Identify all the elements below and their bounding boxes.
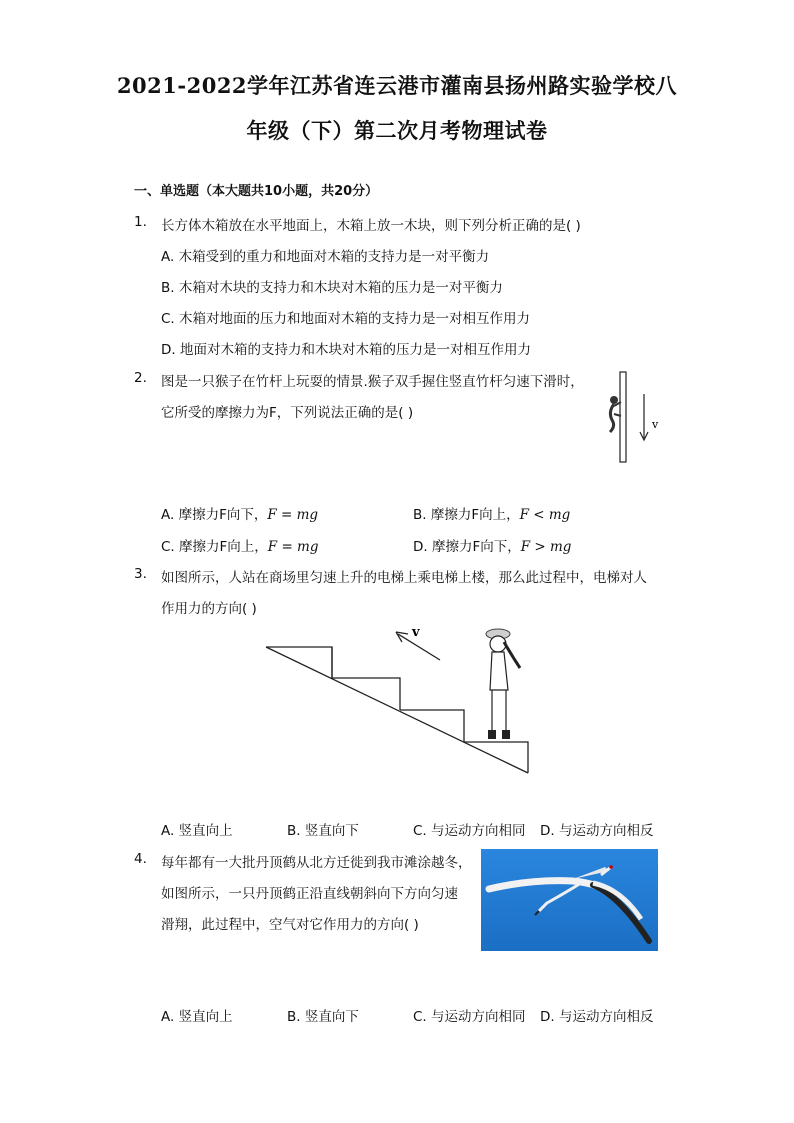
question-stem: 如图所示，一只丹顶鹤正沿直线朝斜向下方向匀速 xyxy=(161,886,458,902)
question-stem: 长方体木箱放在水平地面上，木箱上放一木块，则下列分析正确的是( ) xyxy=(161,218,581,234)
question-stem: 滑翔，此过程中，空气对它作用力的方向( ) xyxy=(161,917,419,933)
option-a: A. 竖直向上 xyxy=(161,1009,233,1025)
question-stem: 如图所示，人站在商场里匀速上升的电梯上乘电梯上楼，那么此过程中，电梯对人 xyxy=(161,570,647,586)
option-d: D. 地面对木箱的支持力和木块对木箱的压力是一对相互作用力 xyxy=(161,342,531,358)
question-number: 1. xyxy=(134,214,147,230)
option-c: C. 与运动方向相同 xyxy=(413,1009,526,1025)
monkey-icon xyxy=(610,396,621,432)
option-c: C. 木箱对地面的压力和地面对木箱的支持力是一对相互作用力 xyxy=(161,311,531,327)
option-a: A. 木箱受到的重力和地面对木箱的支持力是一对平衡力 xyxy=(161,249,490,265)
option-b: B. 竖直向下 xyxy=(287,823,359,839)
velocity-label: v xyxy=(412,625,420,640)
question-stem: 每年都有一大批丹顶鹤从北方迁徙到我市滩涂越冬， xyxy=(161,855,472,871)
option-b: B. 木箱对木块的支持力和木块对木箱的压力是一对平衡力 xyxy=(161,280,503,296)
option-a: A. 竖直向上 xyxy=(161,823,233,839)
velocity-label: v xyxy=(652,418,659,431)
question-stem: 它所受的摩擦力为F，下列说法正确的是( ) xyxy=(161,405,414,421)
option-d: D. 与运动方向相反 xyxy=(540,1009,654,1025)
option-b: B. 摩擦力F向上，F < mg xyxy=(413,507,571,523)
page-title-line1: 2021-2022学年江苏省连云港市灌南县扬州路实验学校八 xyxy=(116,73,678,98)
option-b: B. 竖直向下 xyxy=(287,1009,359,1025)
monkey-pole-figure xyxy=(600,370,670,465)
question-stem: 图是一只猴子在竹杆上玩耍的情景.猴子双手握住竖直竹杆匀速下滑时， xyxy=(161,374,584,390)
option-d: D. 与运动方向相反 xyxy=(540,823,654,839)
crane-photo xyxy=(481,849,658,951)
question-number: 2. xyxy=(134,370,147,386)
option-d: D. 摩擦力F向下，F > mg xyxy=(413,539,572,555)
option-c: C. 摩擦力F向上，F = mg xyxy=(161,539,319,555)
question-number: 4. xyxy=(134,851,147,867)
option-a: A. 摩擦力F向下，F = mg xyxy=(161,507,319,523)
page-title-line2: 年级（下）第二次月考物理试卷 xyxy=(246,118,548,143)
question-number: 3. xyxy=(134,566,147,582)
option-c: C. 与运动方向相同 xyxy=(413,823,526,839)
question-stem: 作用力的方向( ) xyxy=(161,601,257,617)
escalator-figure xyxy=(260,620,540,780)
person-icon xyxy=(486,629,520,739)
section-heading: 一、单选题（本大题共10小题，共20分） xyxy=(134,184,379,199)
